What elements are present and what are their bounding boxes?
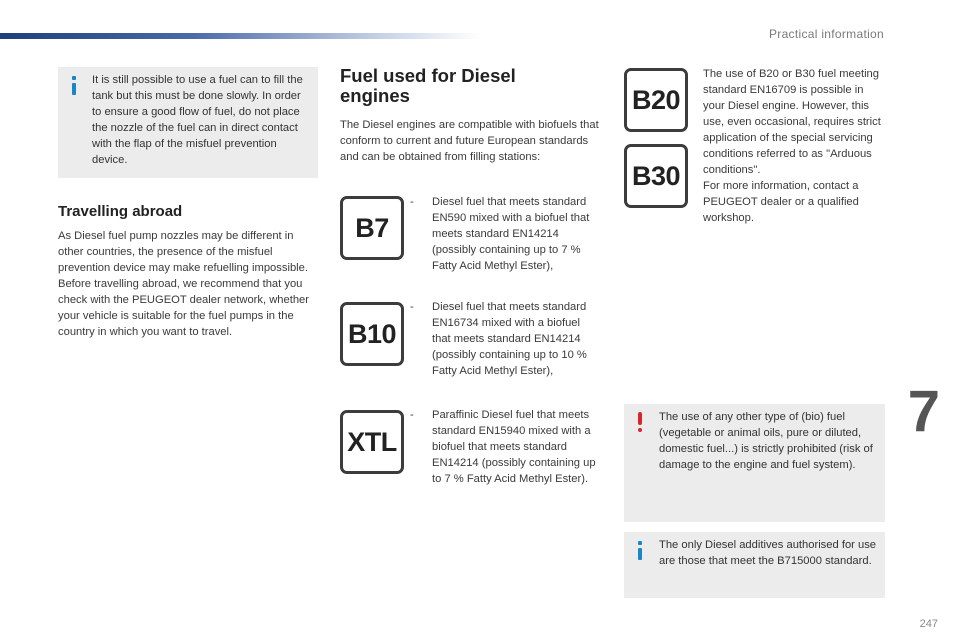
b20-badge-label: B20 xyxy=(631,84,681,115)
section-title: Practical information xyxy=(768,27,884,41)
b10-badge xyxy=(340,302,404,366)
b30-badge xyxy=(624,144,688,208)
list-dash: - xyxy=(410,409,414,421)
tip-box xyxy=(58,67,318,178)
b7-badge xyxy=(340,196,404,260)
fuel-section-heading xyxy=(340,66,516,106)
xtl-badge-label: XTL xyxy=(347,426,397,457)
b30-badge-label: B30 xyxy=(631,160,681,191)
xtl-badge xyxy=(340,410,404,474)
warning-text: The use of any other type of (bio) fuel (vegetable or animal oils, pure or diluted, domestic fuel...) is strictly prohibited (risk of damage to the engine and fuel system). xyxy=(659,411,873,471)
fuel-item-b7-text: Diesel fuel that meets standard EN590 mixed with a biofuel that meets standard EN14214 (possibly containing up to 7 % Fatty Acid Methyl Ester), xyxy=(432,196,590,272)
fuel-item-xtl-text: Paraffinic Diesel fuel that meets standard EN15940 mixed with a biofuel that meets standard EN14214 (possibly containing up to 7 % Fatty Acid Methyl Ester). xyxy=(432,409,596,485)
travelling-abroad-para2: Before travelling abroad, we recommend that you check with the PEUGEOT dealer network, whether your vehicle is suitable for the fuel pumps in the country in which you want to travel. xyxy=(58,278,310,338)
fuel-item-b7 xyxy=(410,194,600,274)
chapter-number: 7 xyxy=(907,379,940,444)
b7-badge-label: B7 xyxy=(355,212,389,243)
fuel-intro: The Diesel engines are compatible with biofuels that conform to current and future European standards and can be obtained from filling stations: xyxy=(340,119,599,163)
info-icon xyxy=(634,541,646,561)
tip-text: It is still possible to use a fuel can to fill the tank but this must be done slowly. In order to ensure a good flow of fuel, do not place the nozzle of the fuel can in direct contact with the flap of the misfuel prevention device. xyxy=(92,74,303,166)
additive-box xyxy=(624,532,885,598)
page-number: 247 xyxy=(919,618,938,630)
fuel-item-b10 xyxy=(410,299,600,379)
fuel-heading-line2: engines xyxy=(340,85,410,106)
travelling-abroad-heading: Travelling abroad xyxy=(58,203,183,220)
fuel-item-b10-text: Diesel fuel that meets standard EN16734 mixed with a biofuel that meets standard EN14214 (possibly containing up to 10 % Fatty Acid Methyl Ester), xyxy=(432,301,587,377)
b20-b30-description xyxy=(703,66,881,226)
travelling-abroad-body xyxy=(58,228,316,340)
fuel-heading-line1: Fuel used for Diesel xyxy=(340,65,516,86)
fuel-item-xtl xyxy=(410,407,602,487)
exclamation-icon xyxy=(634,412,646,434)
b10-badge-label: B10 xyxy=(347,318,397,349)
travelling-abroad-para1: As Diesel fuel pump nozzles may be different in other countries, the presence of the misfuel prevention device may make refuelling impossible. xyxy=(58,230,308,274)
list-dash: - xyxy=(410,301,414,313)
list-dash: - xyxy=(410,196,414,208)
b20-b30-para2: For more information, contact a PEUGEOT dealer or a qualified workshop. xyxy=(703,180,859,224)
info-icon xyxy=(68,76,80,96)
header-bar xyxy=(0,33,480,39)
warning-box xyxy=(624,404,885,522)
b20-badge xyxy=(624,68,688,132)
b20-b30-para1: The use of B20 or B30 fuel meeting standard EN16709 is possible in your Diesel engine. However, this use, even occasional, requires strict application of the special servicing conditions referred to as "Arduous conditions". xyxy=(703,68,881,176)
additive-text: The only Diesel additives authorised for use are those that meet the B715000 standard. xyxy=(659,539,877,567)
